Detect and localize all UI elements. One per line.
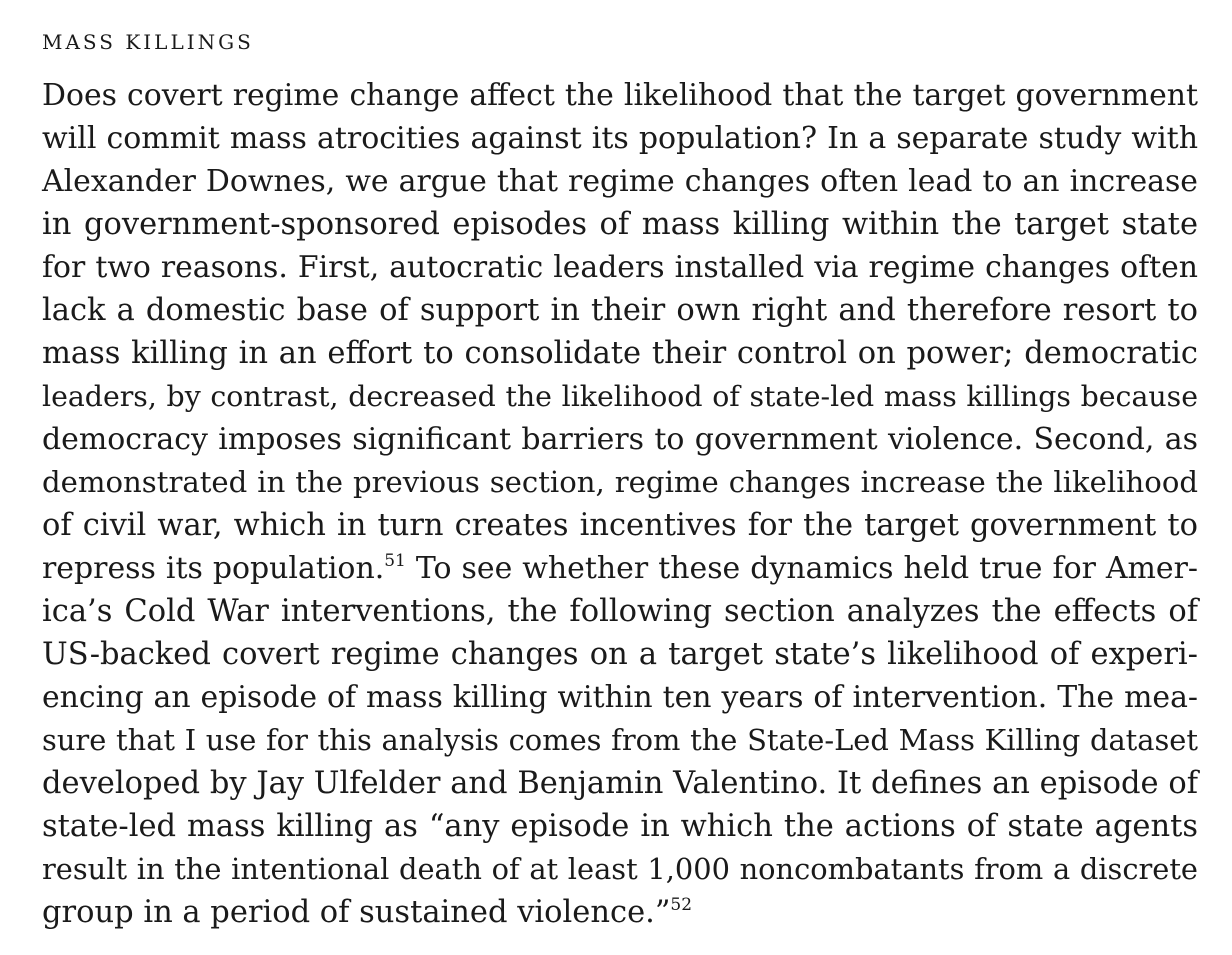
paragraph-line: Does covert regime change affect the likelihood that the target government	[42, 78, 1198, 113]
paragraph-line: state-led mass killing as “any episode in which the actions of state agents	[42, 809, 1198, 844]
paragraph-last-line	[42, 891, 1198, 934]
paragraph-line: ica’s Cold War interventions, the following section analyzes the effects of	[42, 594, 1198, 629]
paragraph-line: will commit mass atrocities against its population? In a separate study with	[42, 121, 1198, 156]
page	[42, 28, 1198, 934]
footnote-marker-52[interactable]: 52	[670, 895, 693, 915]
body-paragraph	[42, 74, 1198, 934]
paragraph-line-with-footnote	[42, 547, 1198, 590]
paragraph-line: in government-sponsored episodes of mass killing within the target state	[42, 207, 1198, 242]
paragraph-line: mass killing in an effort to consolidate their control on power; democratic	[42, 336, 1198, 371]
section-heading: MASS KILLINGS	[42, 30, 254, 54]
paragraph-line: lack a domestic base of support in their own right and therefore resort to	[42, 293, 1198, 328]
paragraph-line: demonstrated in the previous section, regime changes increase the likelihood	[42, 465, 1198, 499]
line-segment: repress its population.	[42, 551, 385, 586]
paragraph-line: encing an episode of mass killing within ten years of intervention. The mea-	[42, 680, 1198, 715]
footnote-marker-51[interactable]: 51	[384, 551, 406, 571]
paragraph-line: result in the intentional death of at least 1,000 noncombatants from a discrete	[42, 852, 1198, 886]
line-segment: To see whether these dynamics held true for Amer-	[405, 551, 1198, 586]
paragraph-line: for two reasons. First, autocratic leaders installed via regime changes often	[42, 250, 1198, 285]
paragraph-line: of civil war, which in turn creates incentives for the target government to	[42, 508, 1198, 543]
paragraph-line: developed by Jay Ulfelder and Benjamin Valentino. It defines an episode of	[42, 766, 1198, 801]
paragraph-line: Alexander Downes, we argue that regime changes often lead to an increase	[42, 164, 1198, 199]
line-segment: group in a period of sustained violence.”	[42, 895, 671, 930]
paragraph-line: sure that I use for this analysis comes from the State-Led Mass Killing dataset	[42, 723, 1198, 757]
paragraph-line: leaders, by contrast, decreased the likelihood of state-led mass killings because	[42, 380, 1198, 413]
paragraph-line: democracy imposes significant barriers to government violence. Second, as	[42, 422, 1198, 457]
paragraph-line: US-backed covert regime changes on a target state’s likelihood of experi-	[42, 637, 1198, 672]
